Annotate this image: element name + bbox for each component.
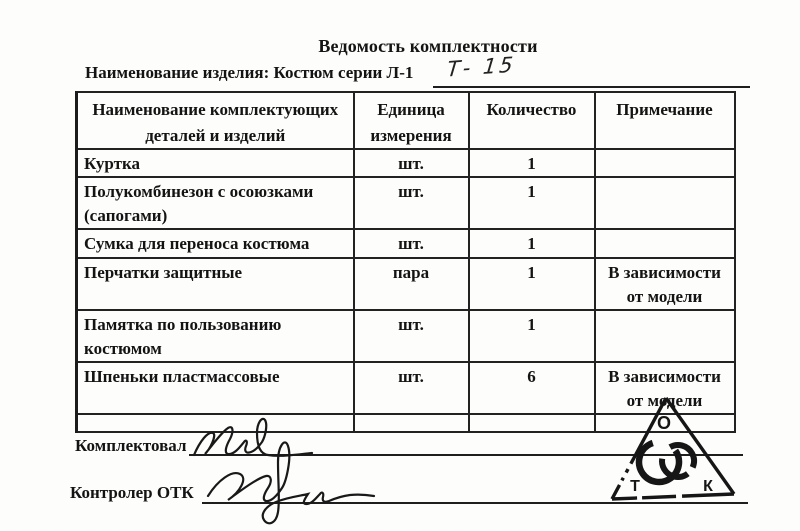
inspector-label: Контролер ОТК	[70, 483, 194, 502]
cell-qty: 1	[469, 310, 595, 362]
cell-name: Памятка по пользованию костюмом	[77, 310, 354, 362]
cell-name: Куртка	[77, 149, 354, 177]
cell-qty: 1	[469, 258, 595, 310]
cell-note: В зависимости от модели	[595, 362, 735, 414]
cell-note	[595, 149, 735, 177]
cell-unit: шт.	[354, 310, 469, 362]
product-name-underline	[433, 86, 750, 88]
cell-unit: шт.	[354, 229, 469, 257]
cell-name: Сумка для переноса костюма	[77, 229, 354, 257]
table-row	[77, 149, 735, 177]
cell-note	[595, 310, 735, 362]
stamp-letter-k: К	[703, 478, 713, 495]
table-row	[77, 258, 735, 310]
cell-name: Шпеньки пластмассовые	[77, 362, 354, 414]
cell-qty	[469, 414, 595, 432]
table-row	[77, 310, 735, 362]
product-name-label: Наименование изделия: Костюм серии Л-1	[85, 63, 414, 82]
stamp-letter-o: О	[656, 413, 672, 433]
completeness-table	[75, 91, 736, 433]
cell-name: Перчатки защитные	[77, 258, 354, 310]
cell-qty: 1	[469, 229, 595, 257]
cell-note	[595, 177, 735, 229]
assembler-label: Комплектовал	[75, 436, 187, 455]
cell-qty: 1	[469, 149, 595, 177]
cell-unit: пара	[354, 258, 469, 310]
cell-name: Полукомбинезон с осоюзками (сапогами)	[77, 177, 354, 229]
cell-unit: шт.	[354, 362, 469, 414]
cell-qty: 1	[469, 177, 595, 229]
cell-unit: шт.	[354, 149, 469, 177]
table-row	[77, 229, 735, 257]
page-title: Ведомость комплектности	[318, 36, 538, 56]
header-note: Примечание	[595, 92, 735, 149]
cell-unit: шт.	[354, 177, 469, 229]
otk-stamp	[598, 392, 746, 510]
cell-note: В зависимости от модели	[595, 258, 735, 310]
stamp-letter-t: Т	[630, 478, 640, 495]
handwritten-series-value: Т- 15	[445, 52, 518, 82]
header-name: Наименование комплектующих деталей и изделий	[77, 92, 354, 149]
table-header-row	[77, 92, 735, 149]
header-unit: Единица измерения	[354, 92, 469, 149]
cell-unit	[354, 414, 469, 432]
inspector-signature	[200, 438, 380, 528]
cell-name	[77, 414, 354, 432]
cell-note	[595, 229, 735, 257]
table-row	[77, 177, 735, 229]
cell-qty: 6	[469, 362, 595, 414]
header-qty: Количество	[469, 92, 595, 149]
